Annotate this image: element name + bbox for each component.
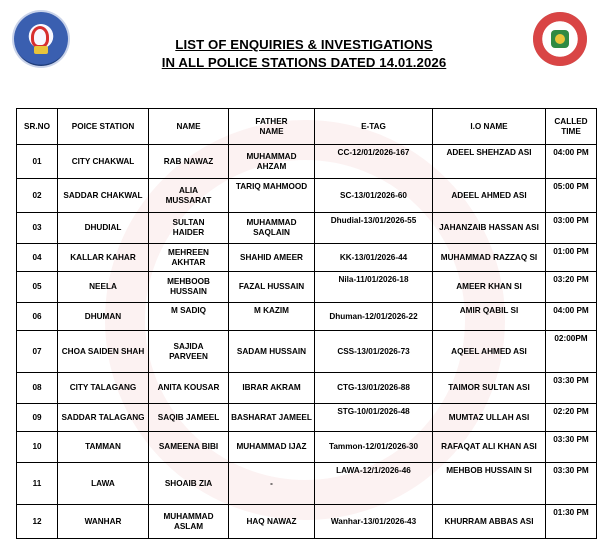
- cell-father: SHAHID AMEER: [229, 244, 315, 272]
- table-row: [17, 331, 597, 373]
- name-line2: MUSSARAT: [165, 195, 212, 205]
- cell-station: LAWA: [58, 463, 149, 505]
- name-line2: ASLAM: [173, 521, 204, 531]
- cell-srno: 05: [17, 272, 58, 303]
- table-row: [17, 463, 597, 505]
- cell-station: CITY TALAGANG: [58, 373, 149, 404]
- name-line1: RAB NAWAZ: [163, 156, 214, 166]
- header-io-name: I.O NAME: [433, 109, 546, 145]
- cell-time: 02:20 PM: [546, 404, 597, 432]
- cell-srno: 10: [17, 432, 58, 463]
- cell-name: [149, 145, 229, 179]
- name-line1: ALIA: [178, 185, 199, 195]
- header-father-line1: FATHER: [255, 116, 288, 126]
- cell-etag: CTG-13/01/2026-88: [315, 373, 433, 404]
- cell-etag: STG-10/01/2026-48: [315, 404, 433, 432]
- cell-father: MUHAMMAD AHZAM: [229, 145, 315, 179]
- cell-time: 04:00 PM: [546, 303, 597, 331]
- cell-name: [149, 303, 229, 331]
- name-line1: ANITA KOUSAR: [157, 383, 220, 392]
- cell-father: FAZAL HUSSAIN: [229, 272, 315, 303]
- cell-name: [149, 244, 229, 272]
- cell-name: [149, 213, 229, 244]
- header-row: [17, 109, 597, 145]
- cell-name: [149, 179, 229, 213]
- cell-srno: 03: [17, 213, 58, 244]
- cell-srno: 08: [17, 373, 58, 404]
- cell-srno: 06: [17, 303, 58, 331]
- table-row: [17, 213, 597, 244]
- cell-etag: Nila-11/01/2026-18: [315, 272, 433, 303]
- district-police-chakwal-logo: [533, 12, 587, 66]
- cell-etag: Dhuman-12/01/2026-22: [315, 303, 433, 331]
- cell-etag: CC-12/01/2026-167: [315, 145, 433, 179]
- name-line1: MUHAMMAD: [163, 511, 214, 521]
- name-line1: SULTAN: [172, 218, 205, 227]
- header-called-line1: CALLED: [554, 116, 588, 126]
- name-line2: AKHTAR: [171, 257, 206, 267]
- cell-time: 03:30 PM: [546, 432, 597, 463]
- cell-time: 01:30 PM: [546, 505, 597, 539]
- table-row: [17, 373, 597, 404]
- cell-io: AMEER KHAN SI: [433, 272, 546, 303]
- cell-etag: LAWA-12/1/2026-46: [315, 463, 433, 505]
- cell-station: TAMMAN: [58, 432, 149, 463]
- cell-io: ADEEL SHEHZAD ASI: [433, 145, 546, 179]
- cell-time: 03:30 PM: [546, 463, 597, 505]
- name-line1: M SADIQ: [170, 306, 207, 315]
- table-row: [17, 272, 597, 303]
- cell-father: BASHARAT JAMEEL: [229, 404, 315, 432]
- cell-father: SADAM HUSSAIN: [229, 331, 315, 373]
- cell-io: RAFAQAT ALI KHAN ASI: [433, 432, 546, 463]
- cell-father: HAQ NAWAZ: [229, 505, 315, 539]
- cell-father: IBRAR AKRAM: [229, 373, 315, 404]
- cell-srno: 07: [17, 331, 58, 373]
- name-line1: SAJIDA: [173, 341, 204, 351]
- name-line1: MEHREEN: [168, 247, 209, 257]
- cell-father: -: [229, 463, 315, 505]
- cell-station: DHUMAN: [58, 303, 149, 331]
- cell-name: [149, 432, 229, 463]
- cell-father: TARIQ MAHMOOD: [229, 179, 315, 213]
- table-row: [17, 179, 597, 213]
- cell-name: [149, 272, 229, 303]
- cell-time: 05:00 PM: [546, 179, 597, 213]
- cell-etag: SC-13/01/2026-60: [315, 179, 433, 213]
- name-line1: SAQIB JAMEEL: [157, 412, 220, 422]
- name-line1: SHOAIB ZIA: [164, 478, 213, 488]
- enquiries-table: [16, 108, 597, 539]
- cell-io: AMIR QABIL SI: [433, 303, 546, 331]
- cell-station: CHOA SAIDEN SHAH: [58, 331, 149, 373]
- cell-srno: 09: [17, 404, 58, 432]
- header-father-line2: NAME: [259, 126, 284, 136]
- cell-father: MUHAMMAD IJAZ: [229, 432, 315, 463]
- name-line2: HAIDER: [172, 228, 205, 237]
- name-line1: MEHBOOB: [167, 277, 210, 286]
- cell-io: MUMTAZ ULLAH ASI: [433, 404, 546, 432]
- cell-time: 03:00 PM: [546, 213, 597, 244]
- cell-etag: KK-13/01/2026-44: [315, 244, 433, 272]
- cell-time: 02:00PM: [546, 331, 597, 373]
- table-row: [17, 244, 597, 272]
- table-row: [17, 145, 597, 179]
- header-name: NAME: [149, 109, 229, 145]
- cell-srno: 01: [17, 145, 58, 179]
- father-value: MUHAMMAD SAQLAIN: [246, 218, 297, 237]
- cell-srno: 04: [17, 244, 58, 272]
- cell-io: ADEEL AHMED ASI: [433, 179, 546, 213]
- cell-name: [149, 463, 229, 505]
- cell-name: [149, 505, 229, 539]
- table-row: [17, 432, 597, 463]
- cell-time: 01:00 PM: [546, 244, 597, 272]
- cell-io: KHURRAM ABBAS ASI: [433, 505, 546, 539]
- header-called-time: [546, 109, 597, 145]
- name-line1: SAMEENA BIBI: [158, 442, 219, 451]
- name-line2: PARVEEN: [169, 351, 208, 361]
- header-etag: E-TAG: [315, 109, 433, 145]
- cell-io: MUHAMMAD RAZZAQ SI: [433, 244, 546, 272]
- cell-father: M KAZIM: [229, 303, 315, 331]
- cell-io: MEHBOB HUSSAIN SI: [433, 463, 546, 505]
- cell-srno: 11: [17, 463, 58, 505]
- cell-station: WANHAR: [58, 505, 149, 539]
- cell-name: [149, 331, 229, 373]
- cell-name: [149, 404, 229, 432]
- name-line2: HUSSAIN: [170, 287, 207, 296]
- header-station: POICE STATION: [58, 109, 149, 145]
- cell-name: [149, 373, 229, 404]
- cell-io: TAIMOR SULTAN ASI: [433, 373, 546, 404]
- cell-etag: CSS-13/01/2026-73: [315, 331, 433, 373]
- cell-station: CITY CHAKWAL: [58, 145, 149, 179]
- cell-etag: Tammon-12/01/2026-30: [315, 432, 433, 463]
- cell-time: 03:20 PM: [546, 272, 597, 303]
- cell-io: AQEEL AHMED ASI: [433, 331, 546, 373]
- cell-io: JAHANZAIB HASSAN ASI: [433, 213, 546, 244]
- cell-father: [229, 213, 315, 244]
- table-row: [17, 404, 597, 432]
- cell-srno: 12: [17, 505, 58, 539]
- cell-time: 04:00 PM: [546, 145, 597, 179]
- header-called-line2: TIME: [561, 126, 581, 136]
- cell-station: DHUDIAL: [58, 213, 149, 244]
- document-title: [120, 36, 488, 71]
- title-line-2: IN ALL POLICE STATIONS DATED 14.01.2026: [161, 54, 447, 70]
- punjab-police-logo: [14, 12, 68, 66]
- cell-srno: 02: [17, 179, 58, 213]
- cell-time: 03:30 PM: [546, 373, 597, 404]
- table-row: [17, 303, 597, 331]
- cell-etag: Dhudial-13/01/2026-55: [315, 213, 433, 244]
- header-srno: SR.NO: [17, 109, 58, 145]
- cell-etag: Wanhar-13/01/2026-43: [315, 505, 433, 539]
- cell-station: SADDAR CHAKWAL: [58, 179, 149, 213]
- cell-station: KALLAR KAHAR: [58, 244, 149, 272]
- cell-station: NEELA: [58, 272, 149, 303]
- cell-station: SADDAR TALAGANG: [58, 404, 149, 432]
- header-father-name: [229, 109, 315, 145]
- title-line-1: LIST OF ENQUIRIES & INVESTIGATIONS: [175, 37, 433, 52]
- table-row: [17, 505, 597, 539]
